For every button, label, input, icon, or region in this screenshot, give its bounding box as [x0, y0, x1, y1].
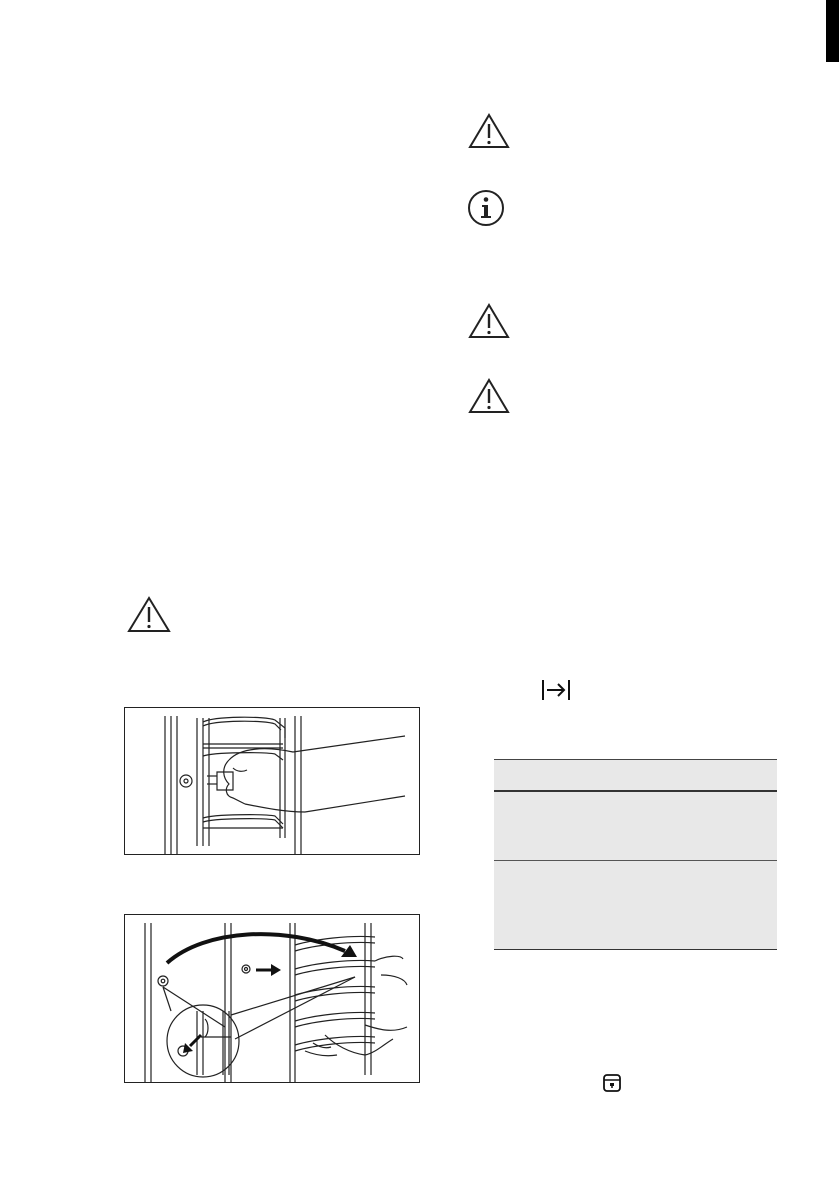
warning-icon-1 [468, 113, 510, 149]
warning-triangle-icon [468, 303, 510, 339]
warning-icon-3 [468, 378, 510, 414]
page-edge-tab [826, 0, 839, 62]
shelf-support-removal-illustration [124, 707, 420, 855]
door-lock-icon [602, 1073, 622, 1093]
table-row [494, 861, 777, 950]
info-circle-icon [467, 189, 505, 227]
settings-table [494, 759, 777, 950]
warning-triangle-icon [468, 378, 510, 414]
info-icon [467, 189, 505, 227]
table-row [494, 792, 777, 861]
shelf-support-installation-illustration [124, 914, 420, 1083]
arrow-to-line-icon [541, 678, 571, 702]
warning-icon-4 [127, 596, 171, 633]
warning-triangle-icon [468, 113, 510, 149]
table-header-row [494, 759, 777, 792]
warning-icon-2 [468, 303, 510, 339]
warning-triangle-icon [127, 596, 171, 633]
